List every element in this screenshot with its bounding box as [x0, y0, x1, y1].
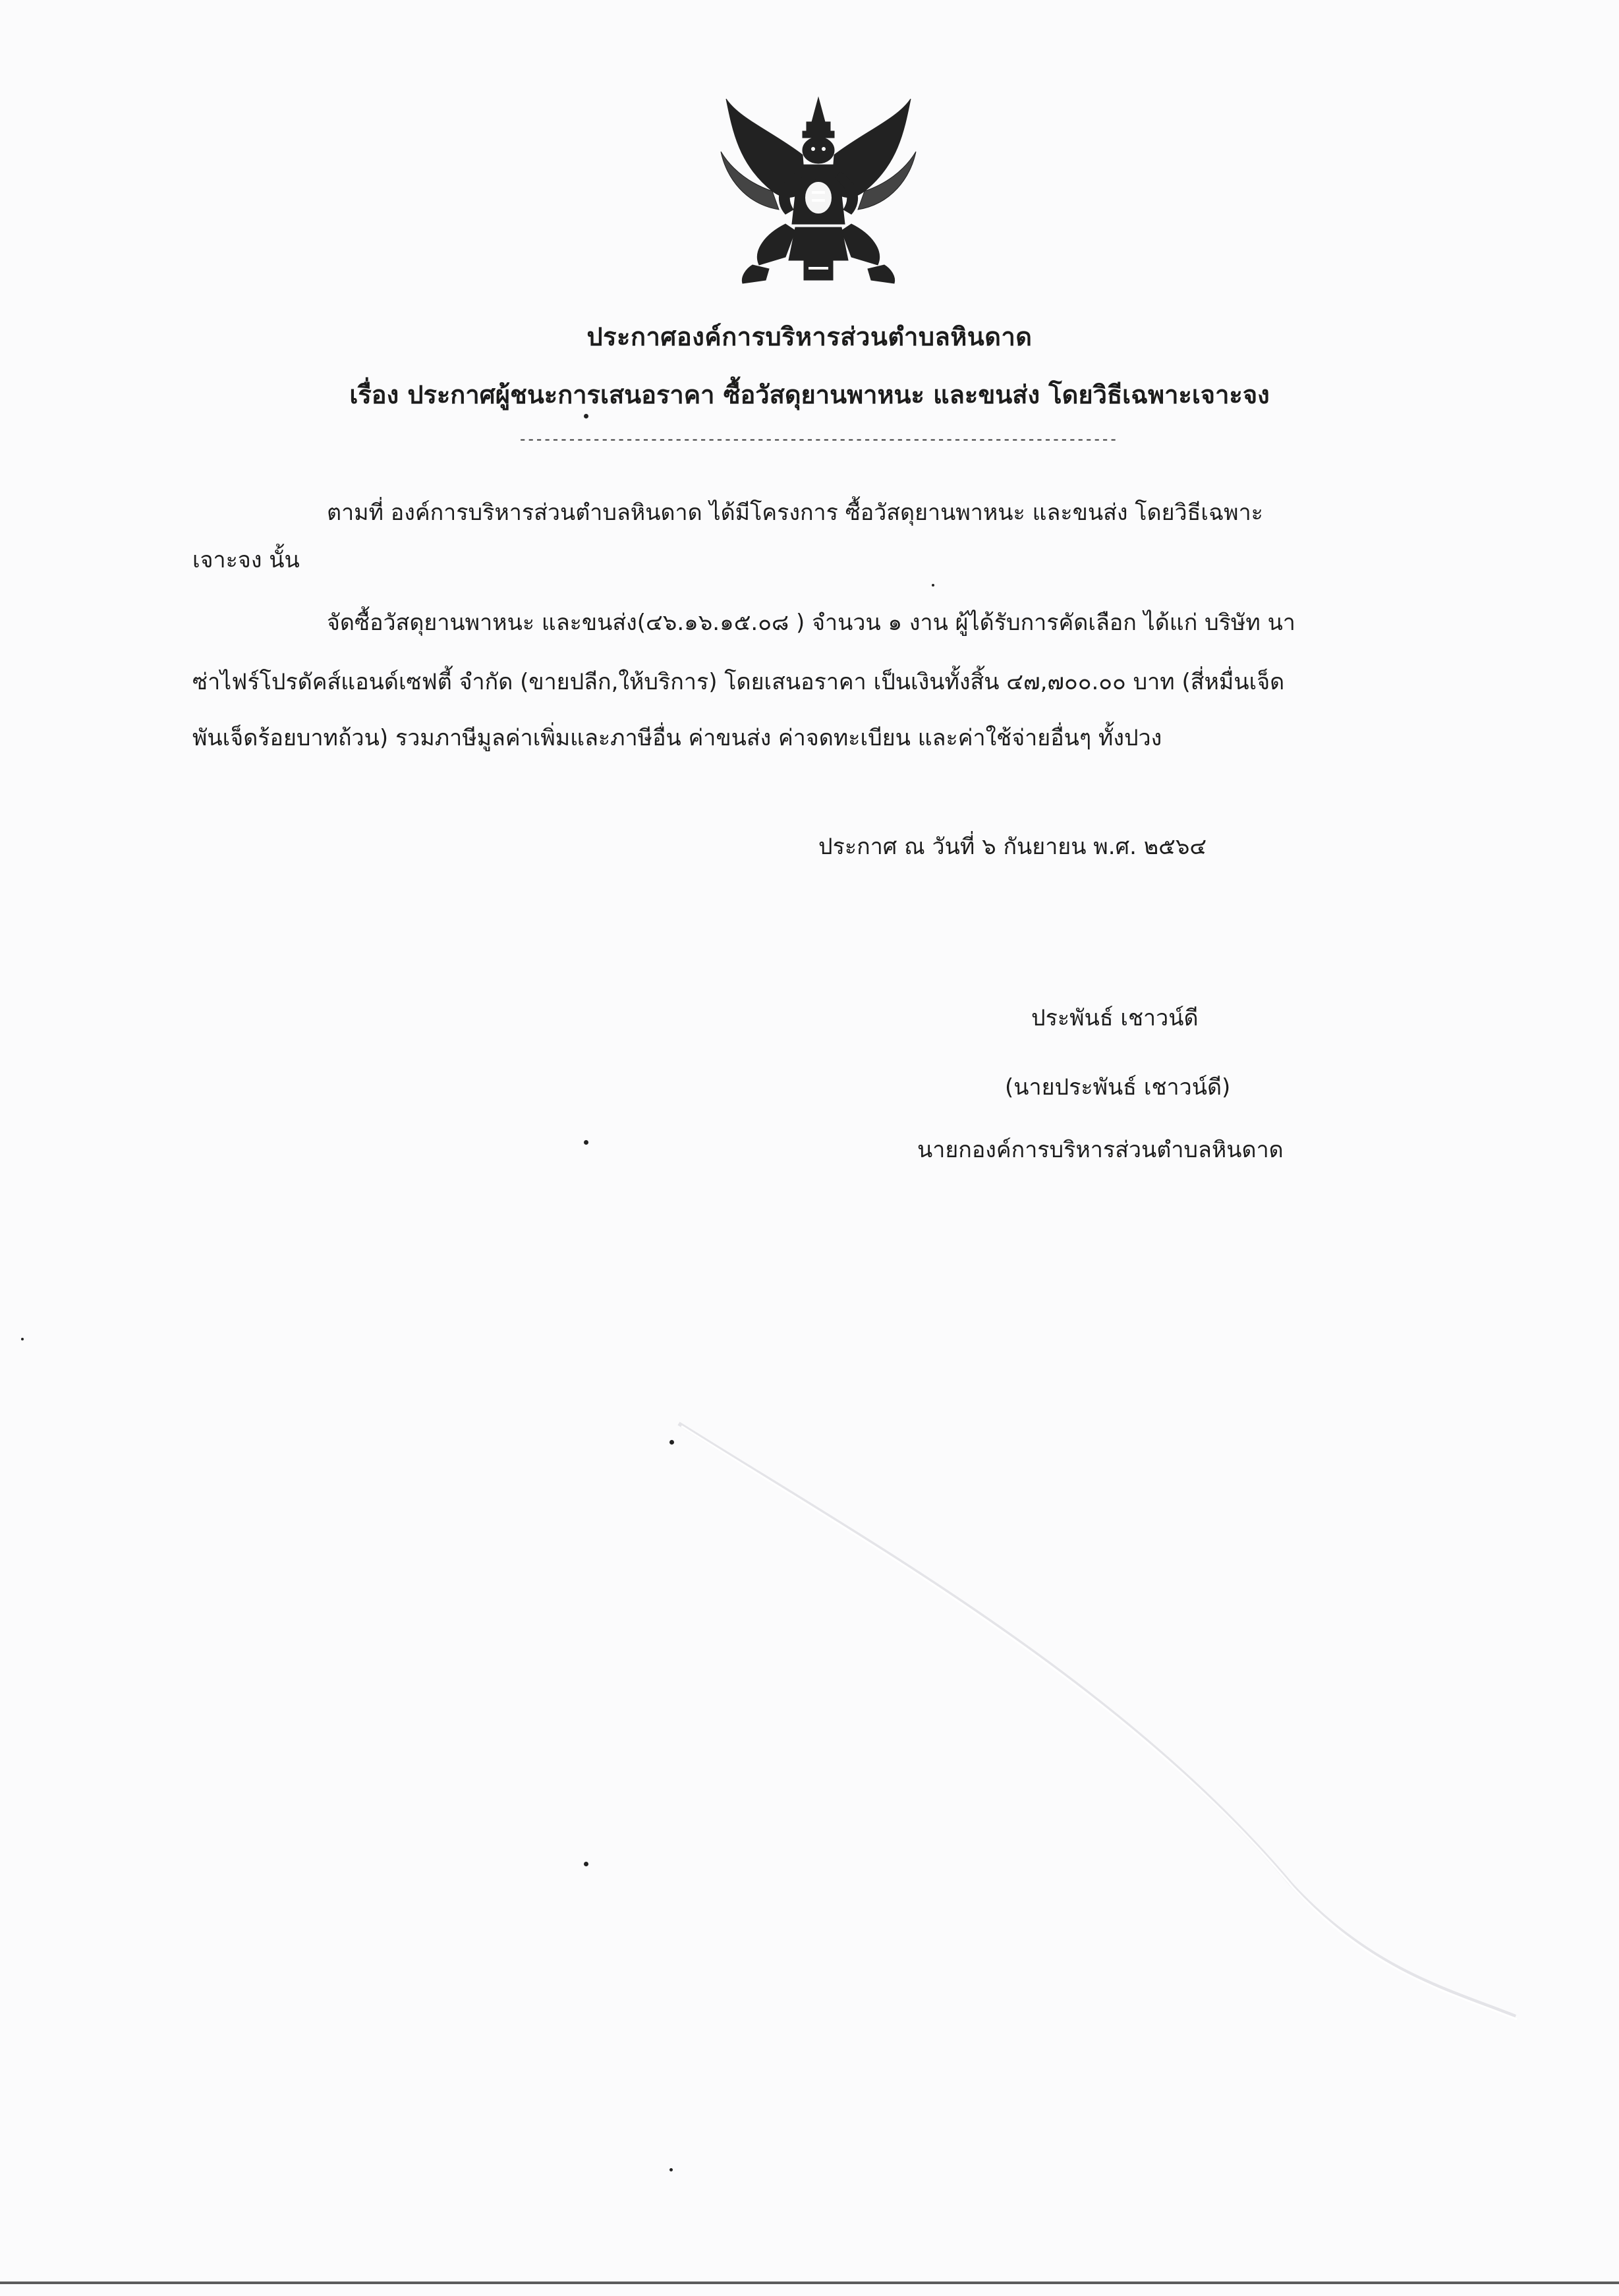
scan-speck	[21, 1338, 24, 1340]
scan-bottom-edge	[0, 2282, 1619, 2284]
scan-speck	[669, 1440, 674, 1445]
scan-speck	[669, 2168, 673, 2171]
announcement-subject: เรื่อง ประกาศผู้ชนะการเสนอราคา ซื้อวัสดุยานพาหนะ และขนส่ง โดยวิธีเฉพาะเจาะจง	[349, 380, 1270, 409]
signature-full-name: (นายประพันธ์ เชาวน์ดี)	[1005, 1074, 1231, 1101]
scan-speck	[584, 1862, 588, 1866]
signature-name: ประพันธ์ เชาวน์ดี	[1031, 1005, 1199, 1031]
announcement-title: ประกาศองค์การบริหารส่วนตำบลหินดาด	[586, 322, 1033, 351]
body-line-4: ซ่าไฟร์โปรดัคส์แอนด์เซฟตี้ จำกัด (ขายปลีก,ให้บริการ) โดยเสนอราคา เป็นเงินทั้งสิ้น ๔๗,๗๐๐.๐๐ บาท (สี่หมื่นเจ็ด	[192, 669, 1285, 695]
garuda-emblem	[713, 92, 924, 290]
scan-speck	[932, 584, 934, 587]
announcement-date: ประกาศ ณ วันที่ ๖ กันยายน พ.ศ. ๒๕๖๔	[818, 834, 1207, 860]
scan-speck	[584, 414, 588, 418]
signature-position: นายกองค์การบริหารส่วนตำบลหินดาด	[917, 1137, 1284, 1163]
body-line-2: เจาะจง นั้น	[192, 547, 300, 573]
body-line-1: ตามที่ องค์การบริหารส่วนตำบลหินดาด ได้มีโครงการ ซื้อวัสดุยานพาหนะ และขนส่ง โดยวิธีเฉพาะ	[327, 500, 1263, 526]
scan-speck	[584, 1140, 588, 1145]
separator-line: -------------------------------------------------------------------------	[518, 430, 1117, 448]
body-line-3: จัดซื้อวัสดุยานพาหนะ และขนส่ง(๔๖.๑๖.๑๕.๐๘ ) จำนวน ๑ งาน ผู้ได้รับการคัดเลือก ได้แก่ บริษัท นา	[327, 610, 1295, 636]
body-line-5: พันเจ็ดร้อยบาทถ้วน) รวมภาษีมูลค่าเพิ่มและภาษีอื่น ค่าขนส่ง ค่าจดทะเบียน และค่าใช้จ่ายอื่นๆ ทั้งปวง	[192, 725, 1162, 751]
